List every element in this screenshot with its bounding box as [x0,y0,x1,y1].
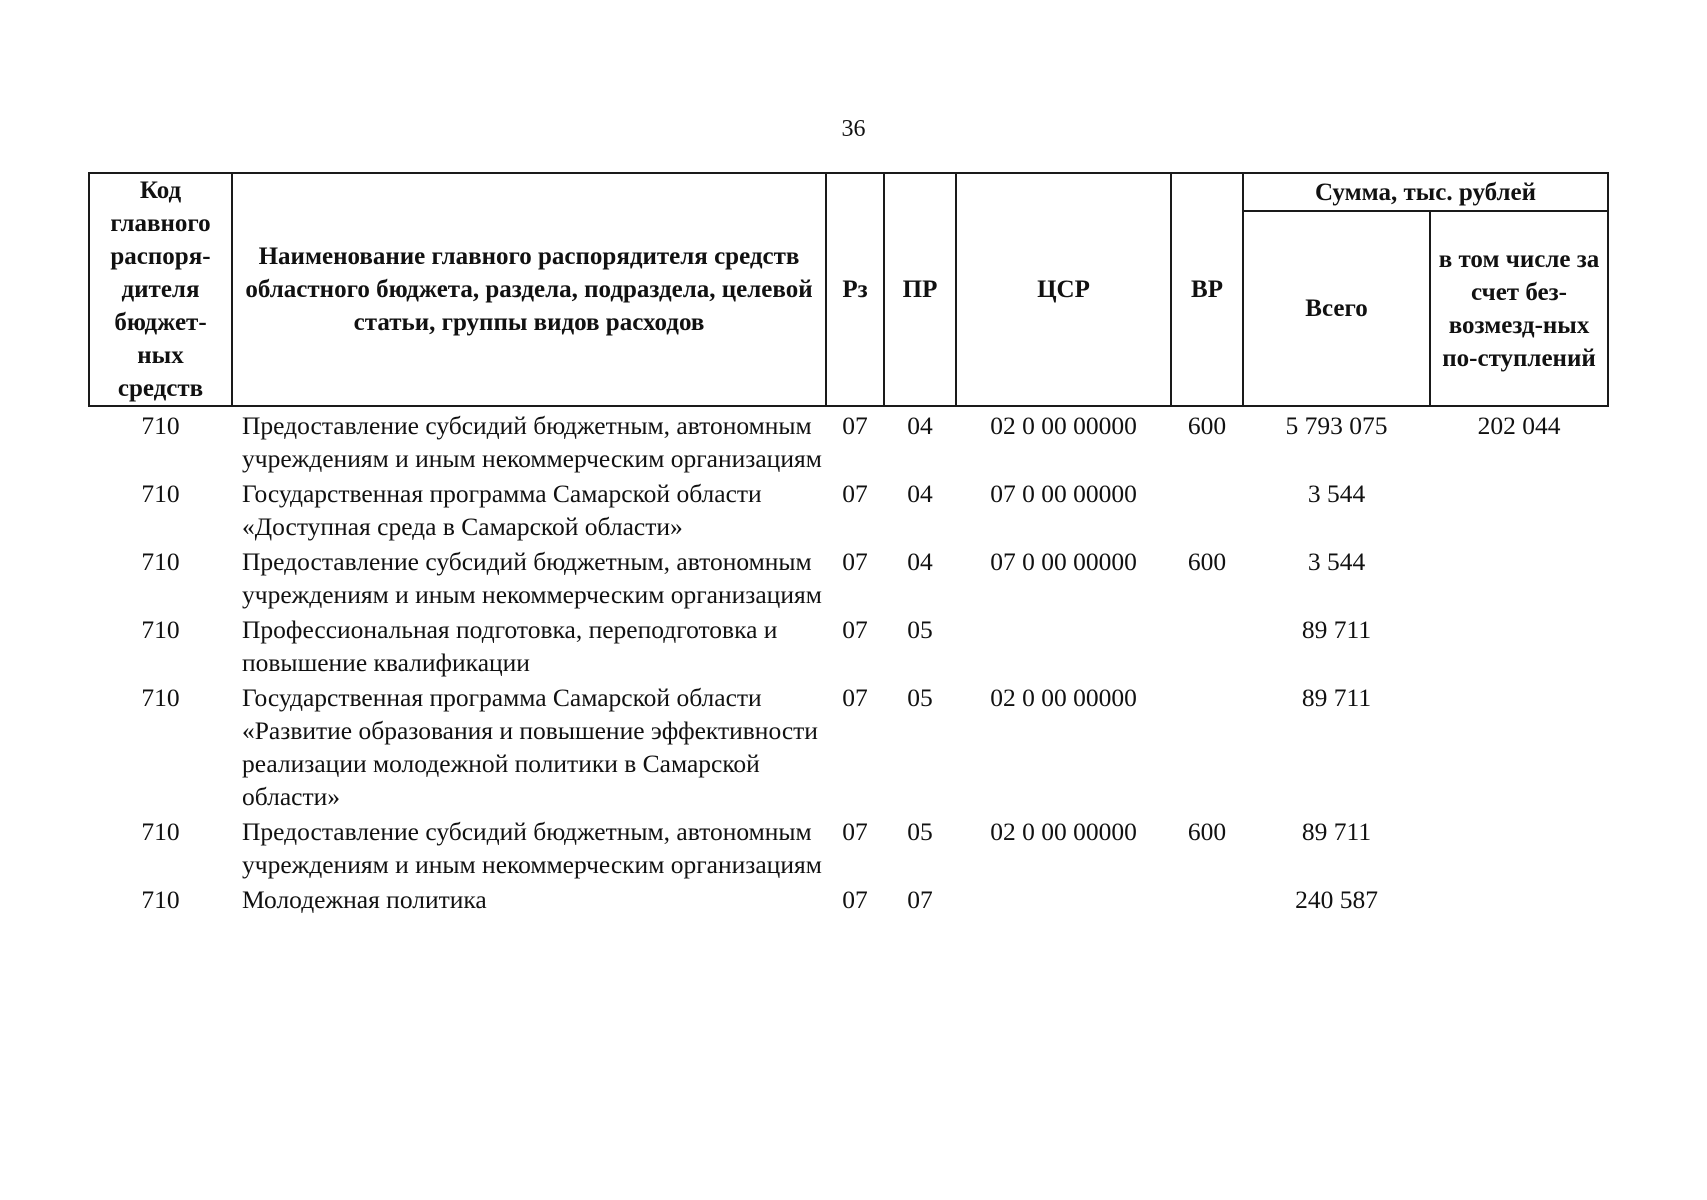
cell-code: 710 [141,411,180,440]
cell-name: Государственная программа Самарской области «Развитие образования и повышение эффективности реализации молодежной политики в Самарской области» [242,683,818,811]
cell-pr: 05 [907,817,933,846]
cell-gratuitous [1430,813,1608,881]
cell-rz: 07 [842,615,868,644]
cell-rz: 07 [842,885,868,914]
table-row [89,543,1608,611]
cell-vr: 600 [1187,411,1227,440]
cell-code: 710 [141,817,180,846]
cell-gratuitous: 202 044 [1477,411,1561,440]
cell-total: 3 544 [1307,547,1366,576]
cell-gratuitous [1430,881,1608,916]
cell-rz: 07 [842,479,868,508]
cell-code: 710 [141,479,180,508]
cell-pr: 04 [907,547,933,576]
header-vr: ВР [1171,173,1243,406]
header-code: Код главного распоря-дителя бюджет-ных средств [89,173,232,406]
cell-csr: 07 0 00 00000 [990,479,1137,508]
cell-pr: 07 [907,885,933,914]
page-number: 36 [841,116,866,142]
header-sum-group: Сумма, тыс. рублей [1243,173,1608,211]
cell-name: Предоставление субсидий бюджетным, автономным учреждениям и иным некоммерческим организациям [242,817,822,879]
cell-rz: 07 [842,411,868,440]
cell-gratuitous [1430,679,1608,813]
table-row [89,611,1608,679]
cell-total: 5 793 075 [1285,411,1388,440]
cell-name: Предоставление субсидий бюджетным, автономным учреждениям и иным некоммерческим организациям [242,411,822,473]
cell-code: 710 [141,615,180,644]
table-row [89,881,1608,916]
cell-name: Предоставление субсидий бюджетным, автономным учреждениям и иным некоммерческим организациям [242,547,822,609]
header-name: Наименование главного распорядителя средств областного бюджета, раздела, подраздела, целевой статьи, группы видов расходов [232,173,826,406]
header-gratuitous: в том числе за счет без-возмезд-ных по-ступлений [1430,211,1608,406]
cell-name: Профессиональная подготовка, переподготовка и повышение квалификации [242,615,778,677]
cell-name: Государственная программа Самарской области «Доступная среда в Самарской области» [242,479,762,541]
table-row [89,475,1608,543]
table-row [89,406,1608,475]
header-csr: ЦСР [956,173,1171,406]
table-row [89,679,1608,813]
cell-gratuitous [1430,543,1608,611]
cell-pr: 04 [907,411,933,440]
header-total: Всего [1243,211,1430,406]
header-pr: ПР [884,173,956,406]
cell-pr: 05 [907,615,933,644]
cell-vr: 600 [1187,547,1227,576]
cell-csr: 02 0 00 00000 [990,411,1137,440]
cell-code: 710 [141,547,180,576]
cell-total: 89 711 [1301,615,1372,644]
cell-total: 3 544 [1307,479,1366,508]
cell-pr: 05 [907,683,933,712]
cell-total: 240 587 [1295,885,1378,914]
cell-csr [956,611,1171,679]
cell-code: 710 [141,683,180,712]
cell-csr: 02 0 00 00000 [990,817,1137,846]
cell-vr [1171,475,1243,543]
cell-code: 710 [141,885,180,914]
cell-vr: 600 [1187,817,1227,846]
table-header [89,173,1608,406]
table-body [89,406,1608,916]
cell-name: Молодежная политика [242,885,487,914]
header-rz: Рз [826,173,884,406]
cell-vr [1171,611,1243,679]
cell-rz: 07 [842,547,868,576]
cell-pr: 04 [907,479,933,508]
cell-total: 89 711 [1301,683,1372,712]
cell-rz: 07 [842,683,868,712]
cell-total: 89 711 [1301,817,1372,846]
budget-table [88,172,1609,916]
cell-gratuitous [1430,611,1608,679]
cell-csr [956,881,1171,916]
cell-rz: 07 [842,817,868,846]
table-row [89,813,1608,881]
cell-vr [1171,679,1243,813]
cell-gratuitous [1430,475,1608,543]
cell-csr: 07 0 00 00000 [990,547,1137,576]
cell-csr: 02 0 00 00000 [990,683,1137,712]
cell-vr [1171,881,1243,916]
